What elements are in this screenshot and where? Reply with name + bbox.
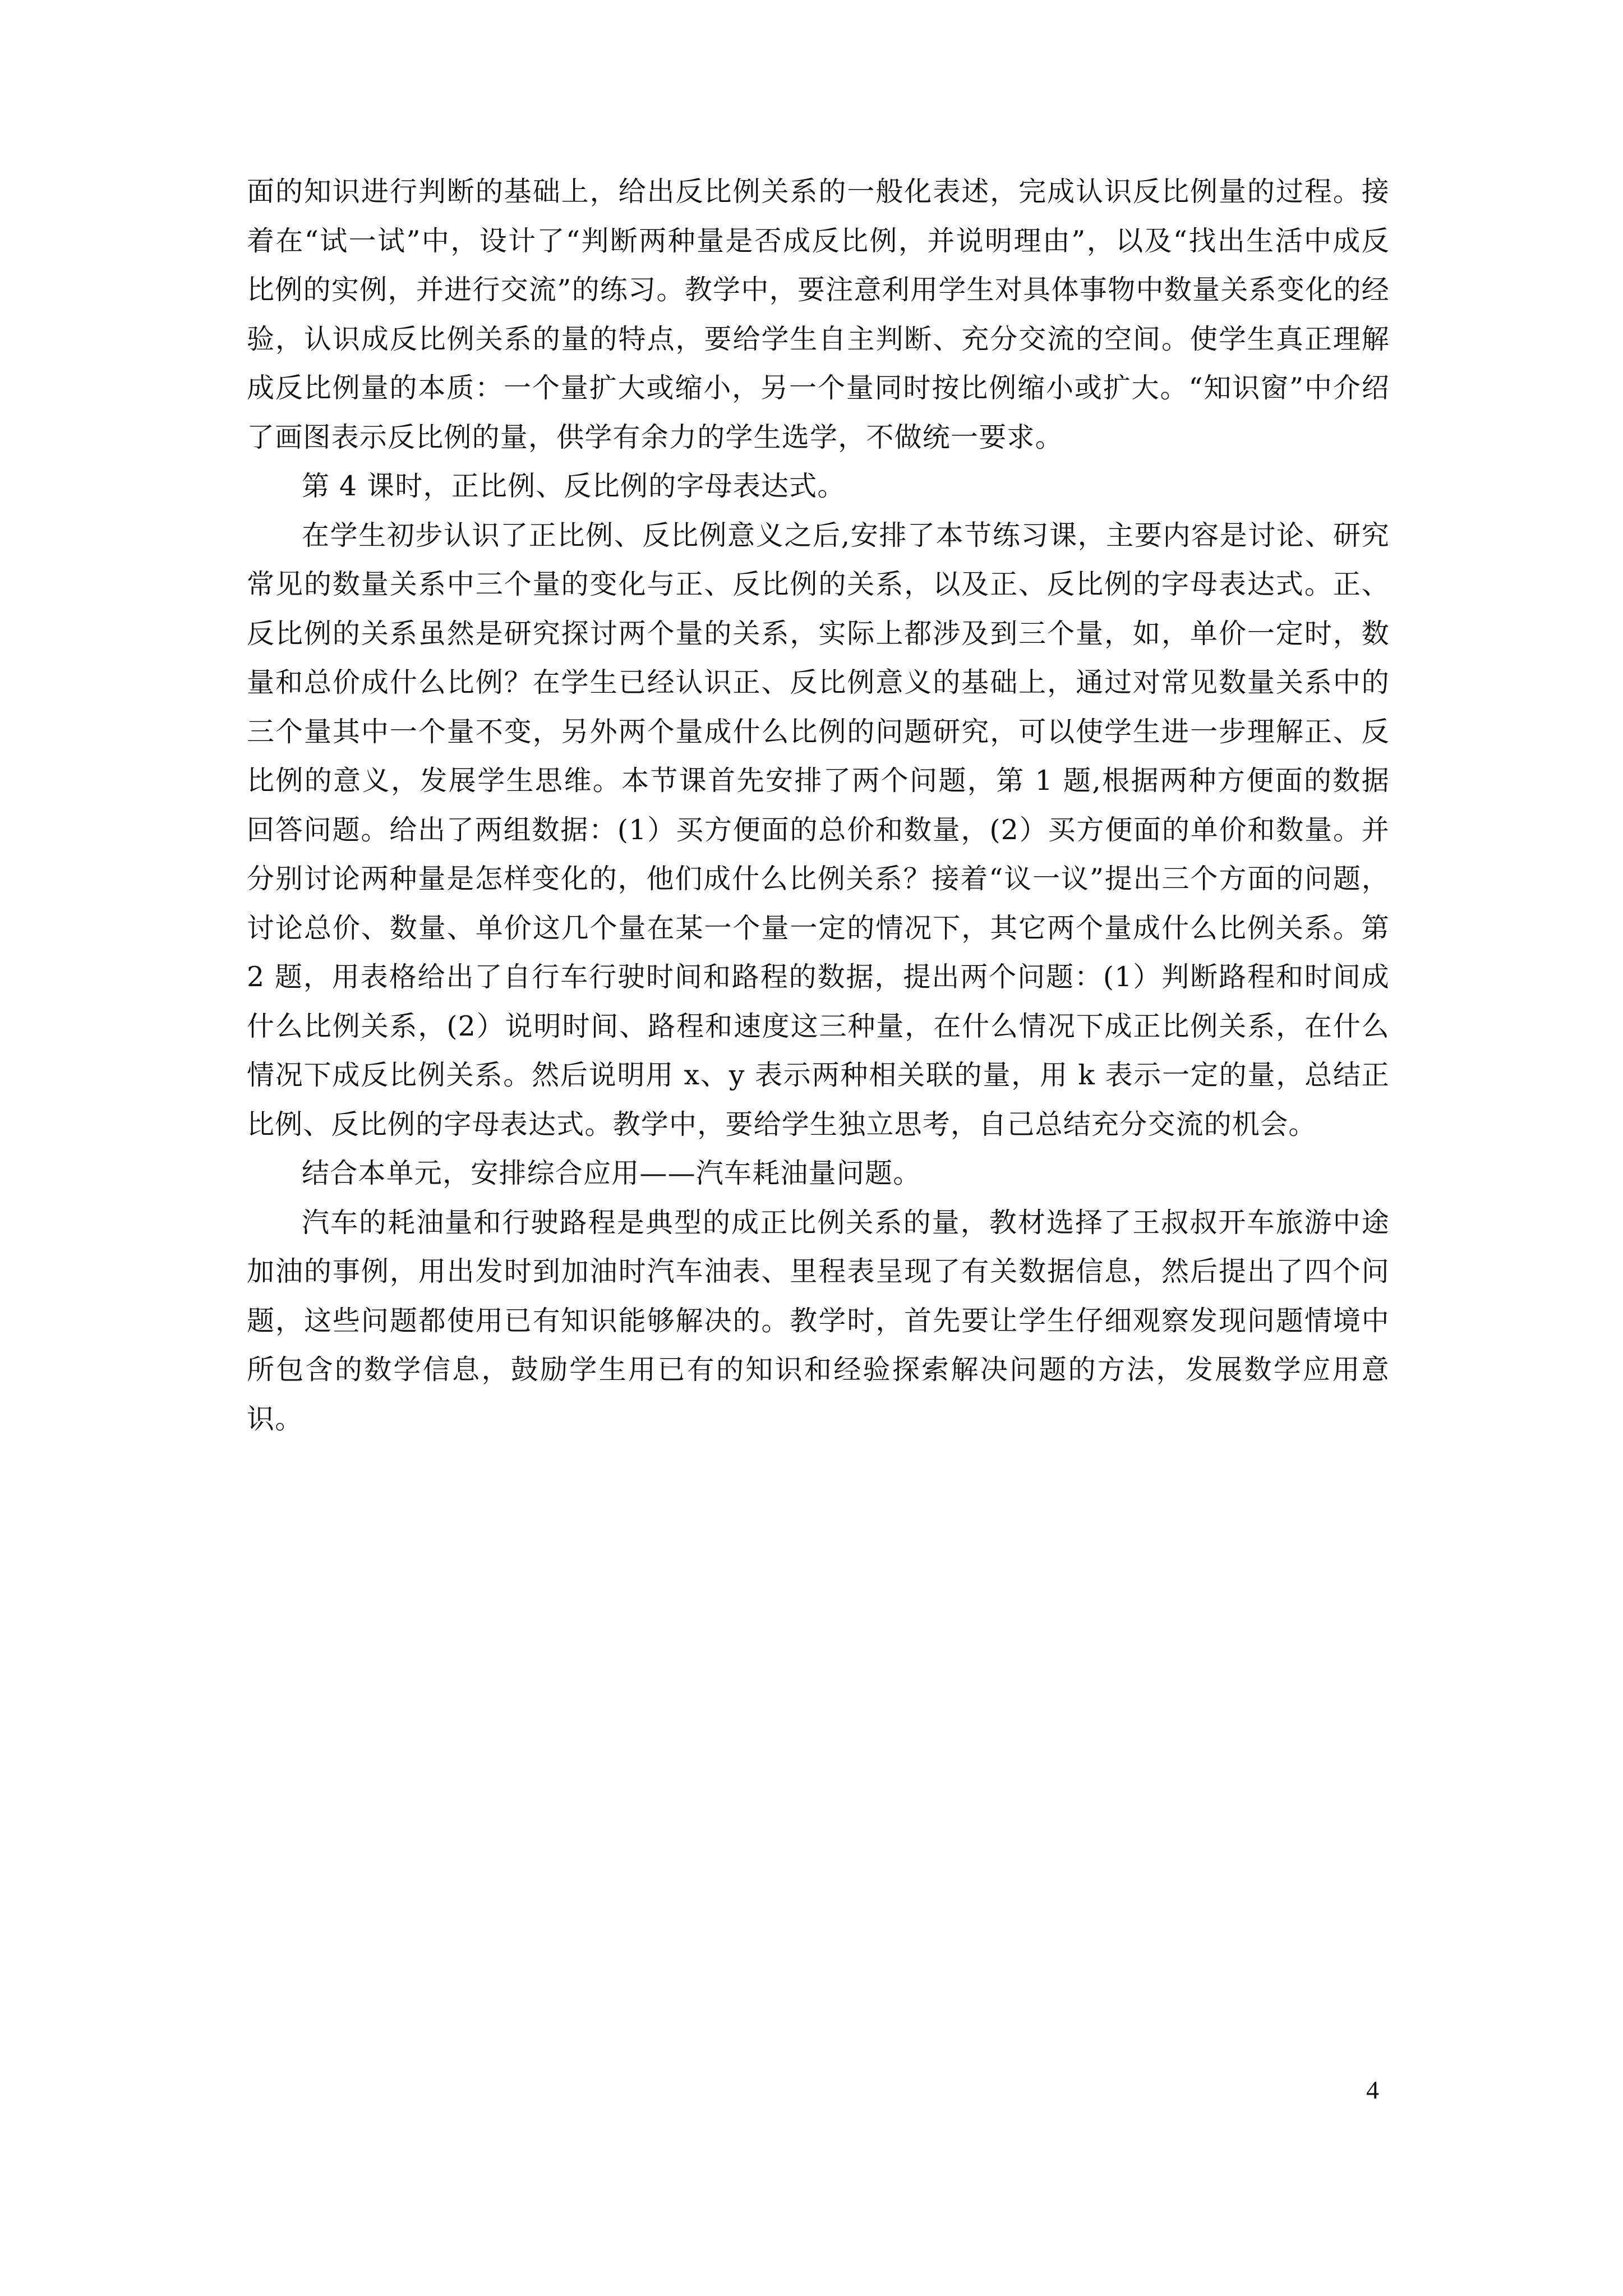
page-number: 4 bbox=[1366, 2076, 1379, 2104]
paragraph-2-lesson4-heading: 第 4 课时，正比例、反比例的字母表达式。 bbox=[302, 470, 846, 502]
paragraph-4-application-heading: 结合本单元，安排综合应用——汽车耗油量问题。 bbox=[302, 1157, 921, 1189]
body-text bbox=[247, 167, 1390, 1443]
paragraph-5: 汽车的耗油量和行驶路程是典型的成正比例关系的量，教材选择了王叔叔开车旅游中途加油的事例，用出发时到加油时汽车油表、里程表呈现了有关数据信息，然后提出了四个问题，这些问题都使用已有知识能够解决的。教学时，首先要让学生仔细观察发现问题情境中所包含的数学信息，鼓励学生用已有的知识和经验探索解决问题的方法，发展数学应用意识。 bbox=[247, 1206, 1390, 1435]
paragraph-1: 面的知识进行判断的基础上，给出反比例关系的一般化表述，完成认识反比例量的过程。接着在“试一试”中，设计了“判断两种量是否成反比例，并说明理由”，以及“找出生活中成反比例的实例，并进行交流”的练习。教学中，要注意利用学生对具体事物中数量关系变化的经验，认识成反比例关系的量的特点，要给学生自主判断、充分交流的空间。使学生真正理解成反比例量的本质：一个量扩大或缩小，另一个量同时按比例缩小或扩大。“知识窗”中介绍了画图表示反比例的量，供学有余力的学生选学，不做统一要求。 bbox=[247, 176, 1390, 453]
paragraph-3: 在学生初步认识了正比例、反比例意义之后,安排了本节练习课，主要内容是讨论、研究常见的数量关系中三个量的变化与正、反比例的关系，以及正、反比例的字母表达式。正、反比例的关系虽然是研究探讨两个量的关系，实际上都涉及到三个量，如，单价一定时，数量和总价成什么比例？在学生已经认识正、反比例意义的基础上，通过对常见数量关系中的三个量其中一个量不变，另外两个量成什么比例的问题研究，可以使学生进一步理解正、反比例的意义，发展学生思维。本节课首先安排了两个问题，第 1 题,根据两种方便面的数据回答问题。给出了两组数据：(1）买方便面的总价和数量，(2）买方便面的单价和数量。并分别讨论两种量是怎样变化的，他们成什么比例关系？接着“议一议”提出三个方面的问题，讨论总价、数量、单价这几个量在某一个量一定的情况下，其它两个量成什么比例关系。第 2 题，用表格给出了自行车行驶时间和路程的数据，提出两个问题：(1）判断路程和时间成什么比例关系，(2）说明时间、路程和速度这三种量，在什么情况下成正比例关系，在什么情况下成反比例关系。然后说明用 x、y 表示两种相关联的量，用 k 表示一定的量，总结正比例、反比例的字母表达式。教学中，要给学生独立思考，自己总结充分交流的机会。 bbox=[247, 519, 1390, 1140]
